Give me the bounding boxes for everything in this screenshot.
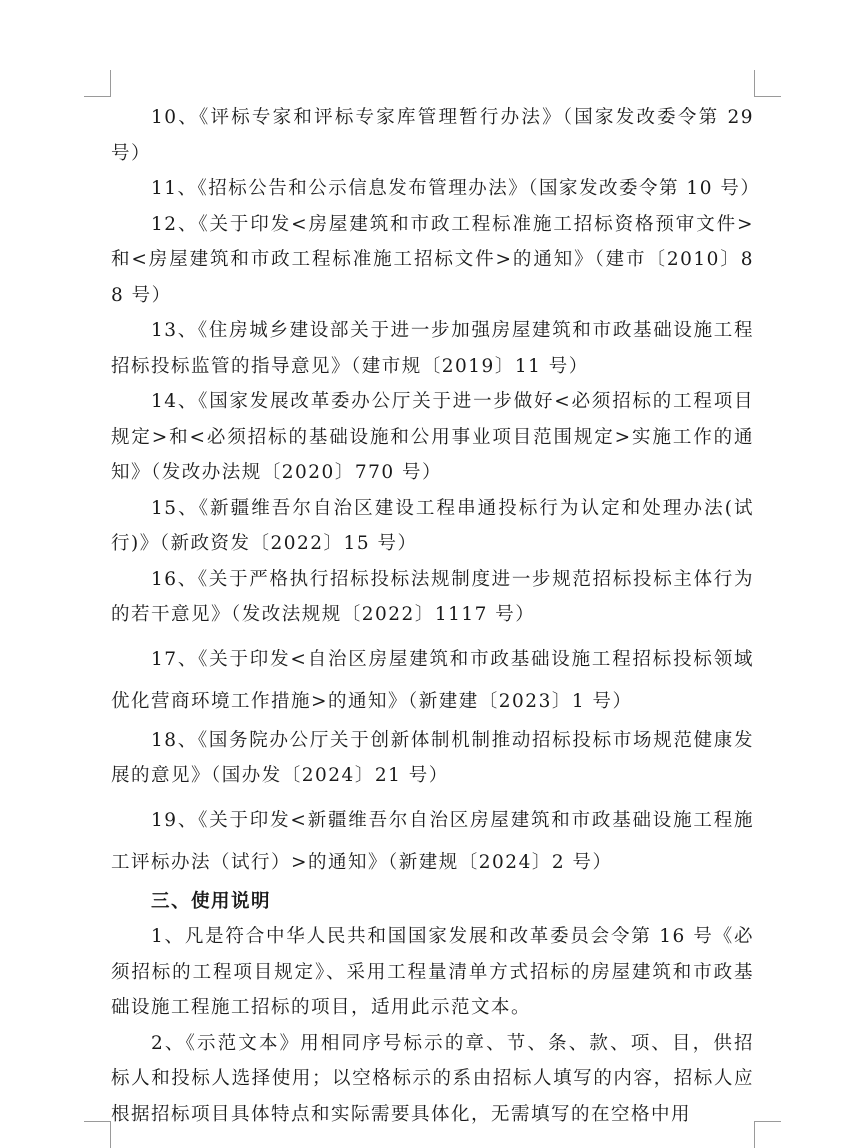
reference-item-13: 13、《住房城乡建设部关于进一步加强房屋建筑和市政基础设施工程招标投标监管的指导意见》（建市规〔2019〕11 号）: [111, 320, 754, 377]
crop-mark-bottom-left: [84, 1121, 111, 1148]
reference-item-18: 18、《国务院办公厅关于创新体制机制推动招标投标市场规范健康发展的意见》（国办发〔2024〕21 号）: [111, 729, 754, 786]
reference-item-15: 15、《新疆维吾尔自治区建设工程串通投标行为认定和处理办法(试行)》（新政资发〔2022〕15 号）: [111, 497, 754, 554]
document-body: [111, 100, 761, 1132]
section-heading: 三、使用说明: [151, 890, 272, 912]
reference-item-14: 14、《国家发展改革委办公厅关于进一步做好<必须招标的工程项目规定>和<必须招标的基础设施和公用事业项目范围规定>实施工作的通知》（发改办法规〔2020〕770 号）: [111, 391, 754, 483]
instruction-1: 1、凡是符合中华人民共和国国家发展和改革委员会令第 16 号《必须招标的工程项目规定》、采用工程量清单方式招标的房屋建筑和市政基础设施工程施工招标的项目，适用此示范文本。: [111, 926, 754, 1018]
reference-item-17: 17、《关于印发<自治区房屋建筑和市政基础设施工程招标投标领域优化营商环境工作措施>的通知》（新建建〔2023〕1 号）: [111, 648, 754, 712]
reference-item-12: 12、《关于印发<房屋建筑和市政工程标准施工招标资格预审文件>和<房屋建筑和市政工程标准施工招标文件>的通知》（建市〔2010〕88 号）: [111, 213, 754, 306]
crop-mark-top-left: [84, 70, 111, 97]
crop-mark-bottom-right: [754, 1121, 781, 1148]
instruction-2: 2、《示范文本》用相同序号标示的章、节、条、款、项、目，供招标人和投标人选择使用；以空格标示的系由招标人填写的内容，招标人应根据招标项目具体特点和实际需要具体化，无需填写的在空格中用: [111, 1032, 754, 1125]
reference-item-11: 11、《招标公告和公示信息发布管理办法》（国家发改委令第 10 号）: [151, 178, 761, 199]
reference-item-16: 16、《关于严格执行招标投标法规制度进一步规范招标投标主体行为的若干意见》（发改法规规〔2022〕1117 号）: [111, 568, 754, 625]
reference-item-19: 19、《关于印发<新疆维吾尔自治区房屋建筑和市政基础设施工程施工评标办法（试行）>的通知》（新建规〔2024〕2 号）: [111, 809, 754, 873]
crop-mark-top-right: [754, 70, 781, 97]
reference-item-10: 10、《评标专家和评标专家库管理暂行办法》（国家发改委令第 29 号）: [111, 107, 754, 164]
